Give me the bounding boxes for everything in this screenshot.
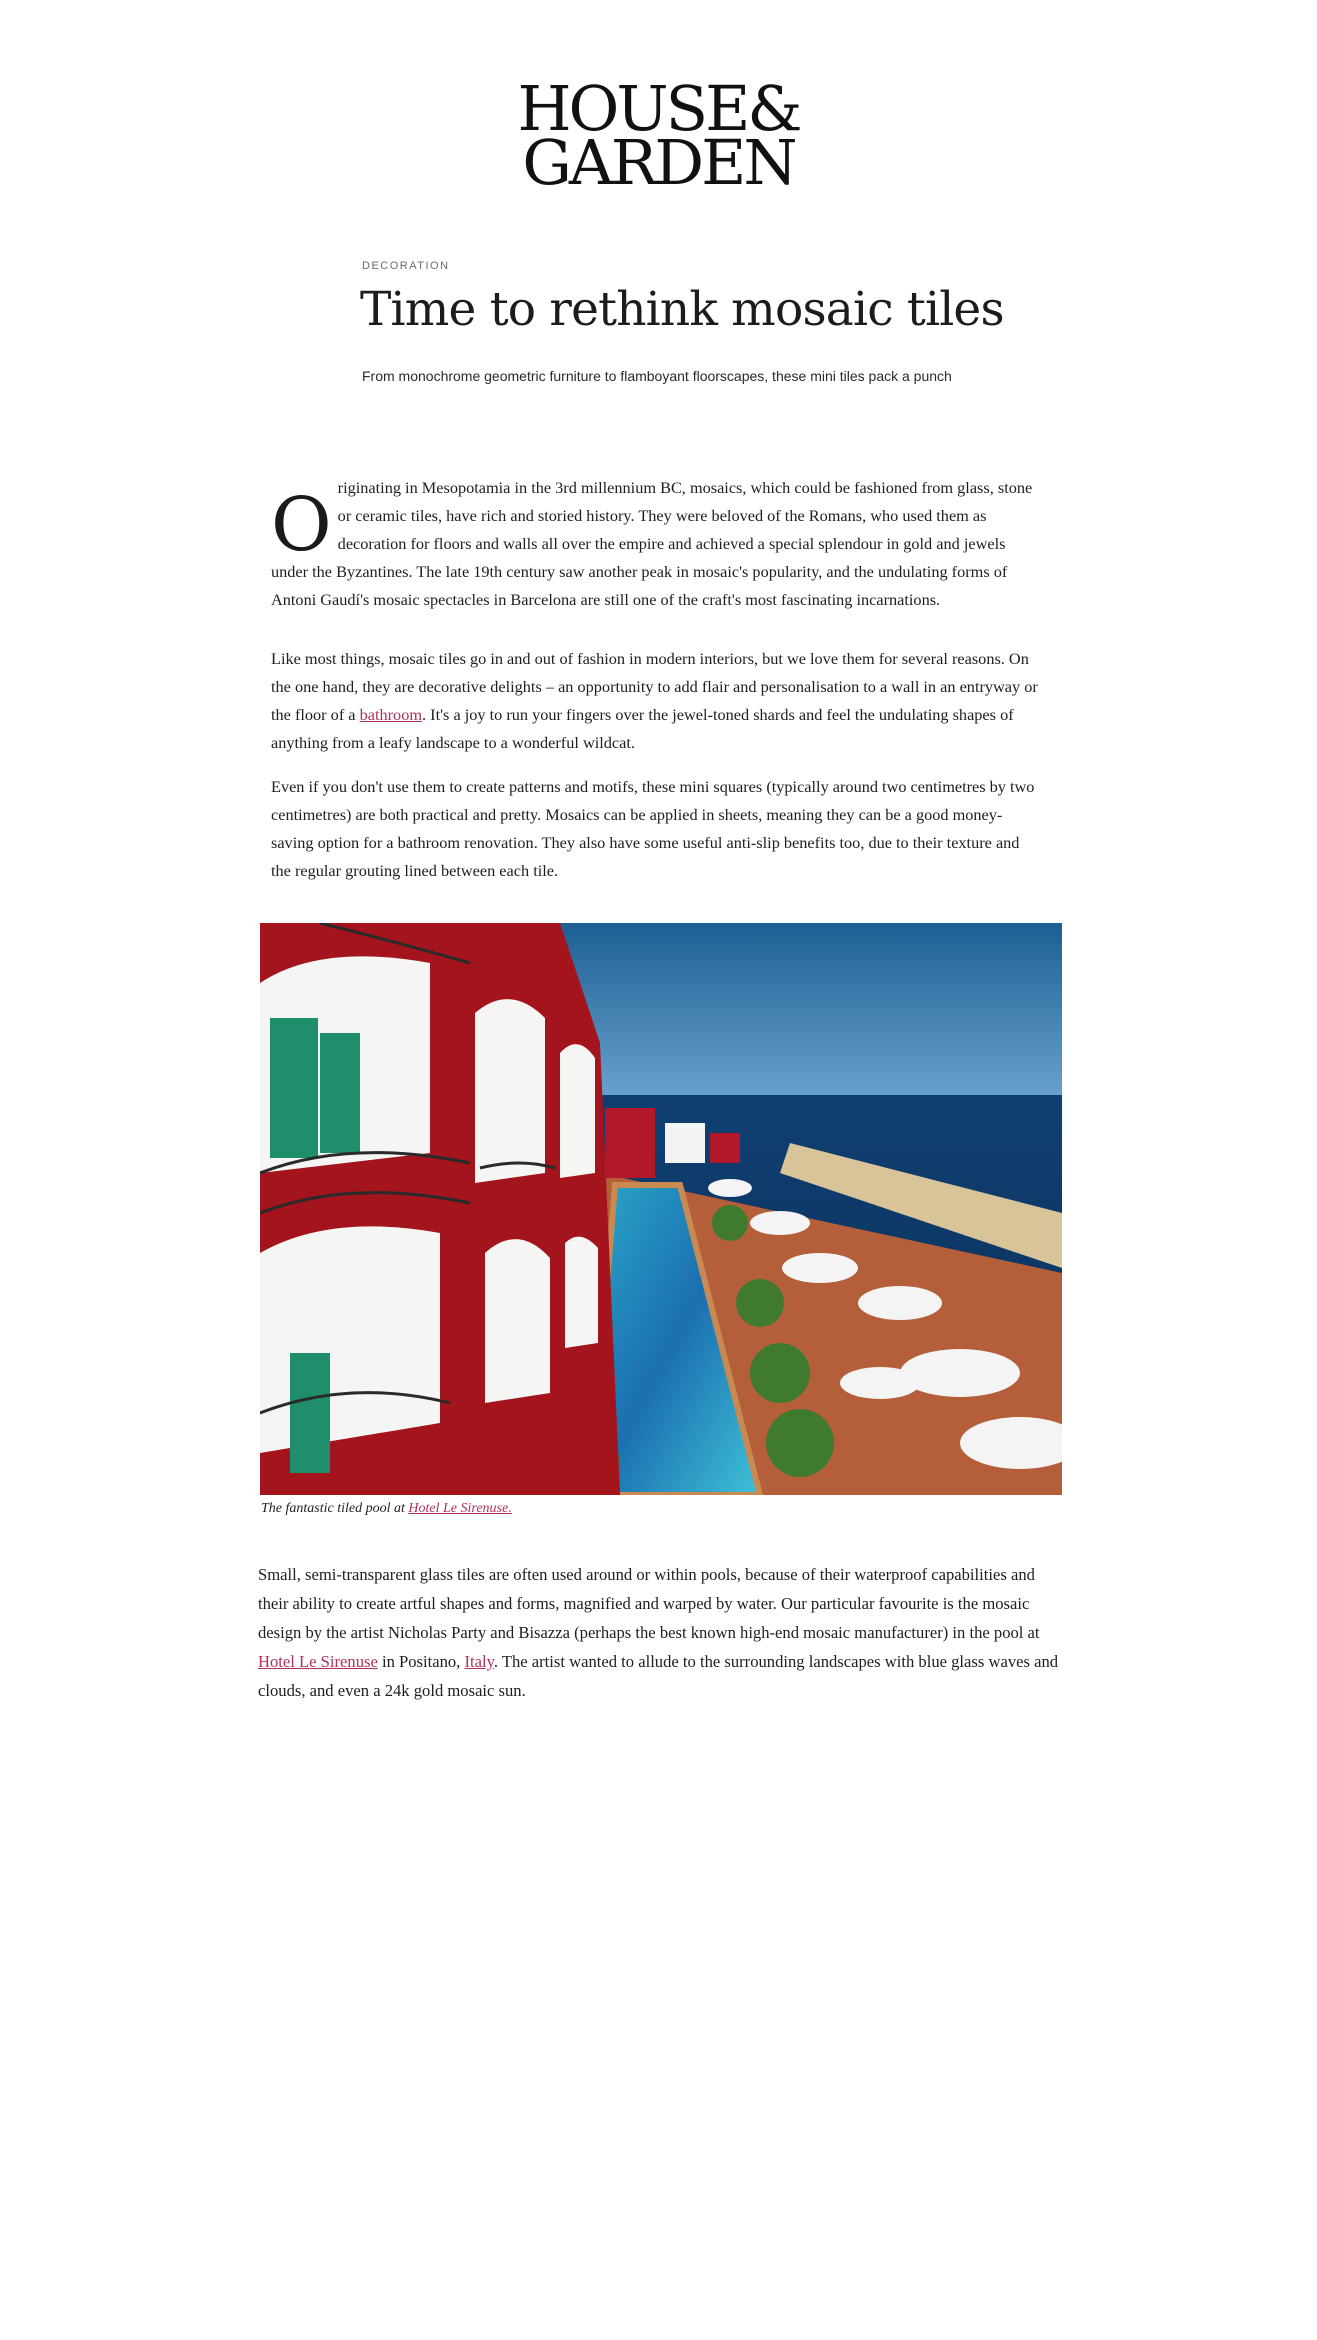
paragraph-4-text-c: . The artist wanted to allude to the surrounding landscapes with blue glass waves and clouds, and even a 24k gold mosaic sun. [258,1652,1059,1700]
article-paragraph-1 [271,474,1040,614]
paragraph-4-text-a: Small, semi-transparent glass tiles are often used around or within pools, because of their waterproof capabilities and their ability to create artful shapes and forms, magnified and warped by water. Our particular favourite is the mosaic design by the artist Nicholas Party and Bisazza (perhaps the best known high-end mosaic manufacturer) in the pool at [258,1565,1040,1642]
article-title: Time to rethink mosaic tiles [360,282,1004,337]
caption-text: The fantastic tiled pool at [261,1501,409,1516]
drop-cap: O [271,482,332,568]
article-standfirst: From monochrome geometric furniture to flamboyant floorscapes, these mini tiles pack a punch [362,368,952,384]
article-category[interactable]: DECORATION [362,260,450,272]
article-paragraph-4 [258,1560,1066,1705]
hotel-le-sirenuse-caption-link[interactable]: Hotel Le Sirenuse. [408,1501,512,1516]
article-paragraph-3: Even if you don't use them to create patterns and motifs, these mini squares (typically around two centimetres by two centimetres) are both practical and pretty. Mosaics can be applied in sheets, meaning they can be a good money-saving option for a bathroom renovation. They also have some useful anti-slip benefits too, due to their texture and the regular grouting lined between each tile. [271,777,1035,880]
brand-logo[interactable] [0,72,1317,199]
paragraph-2-text-b: . It's a joy to run your fingers over the jewel-toned shards and feel the undulating shapes of anything from a leafy landscape to a wonderful wildcat. [271,705,1014,752]
hotel-le-sirenuse-link[interactable]: Hotel Le Sirenuse [258,1652,378,1671]
hero-photo-pool [260,923,1062,1495]
brand-logo-line-2: GARDEN [522,126,795,199]
paragraph-1-text: riginating in Mesopotamia in the 3rd millennium BC, mosaics, which could be fashioned from glass, stone or ceramic tiles, have rich and storied history. They were beloved of the Romans, who used them as decoration for floors and walls all over the empire and achieved a special splendour in gold and jewels under the Byzantines. The late 19th century saw another peak in mosaic's popularity, and the undulating forms of Antoni Gaudí's mosaic spectacles in Barcelona are still one of the craft's most fascinating incarnations. [271,478,1033,609]
bathroom-link[interactable]: bathroom [359,705,423,724]
italy-link[interactable]: Italy [464,1652,494,1671]
photo-caption [261,1501,512,1517]
brand-logo-line-1: HOUSE& [517,72,800,145]
paragraph-4-text-b: in Positano, [377,1652,465,1671]
paragraph-2-text-a: Like most things, mosaic tiles go in and out of fashion in modern interiors, but we love them for several reasons. On the one hand, they are decorative delights – an opportunity to add flair and personalisation to a wall in an entryway or the floor of a [271,649,1038,724]
article-paragraph-2 [271,645,1040,757]
